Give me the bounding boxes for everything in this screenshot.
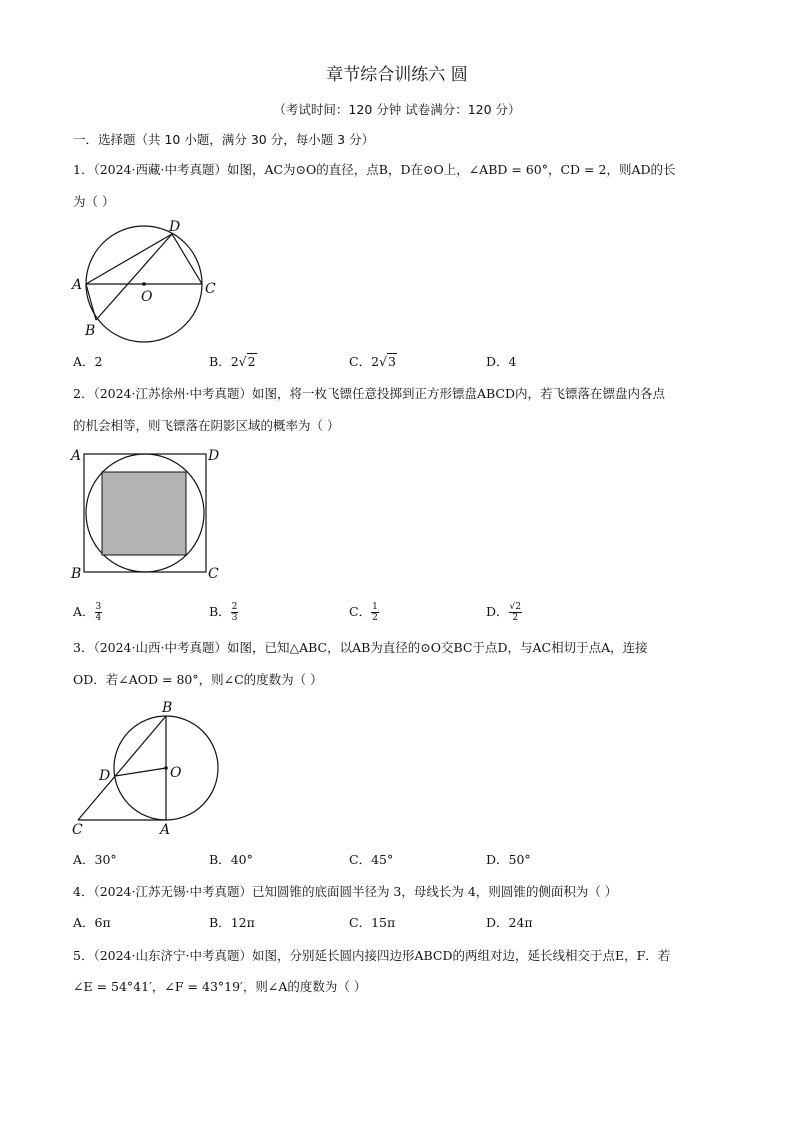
option-d[interactable]: D． $\frac{√2}{2}$ xyxy=(486,602,521,623)
label-d: D xyxy=(208,448,220,464)
option-b[interactable]: B．12π xyxy=(209,915,255,930)
center-point xyxy=(164,766,168,770)
question-3-figure xyxy=(68,696,238,838)
question-3-line-1: 3．（2024·山西·中考真题）如图，已知△ABC，以AB为直径的⊙O交BC于点D，与AC相切于点A，连接 xyxy=(73,640,648,655)
question-2-line-1: 2．（2024·江苏徐州·中考真题）如图，将一枚飞镖任意投掷到正方形镖盘ABCD内，若飞镖落在镖盘内各点 xyxy=(73,386,665,401)
option-b[interactable]: B．40° xyxy=(209,852,253,867)
question-5-line-1: 5．（2024·山东济宁·中考真题）如图，分别延长圆内接四边形ABCD的两组对边，延长线相交于点E，F．若 xyxy=(73,948,671,963)
option-a[interactable]: A．2 xyxy=(73,354,103,369)
label-c: C xyxy=(72,822,83,838)
label-b: B xyxy=(71,566,82,582)
label-d: D xyxy=(99,768,111,784)
label-b: B xyxy=(162,700,173,716)
label-o: O xyxy=(170,765,182,781)
segment-od xyxy=(115,768,166,776)
chord-dc xyxy=(172,234,202,284)
question-1-line-1: 1．（2024·西藏·中考真题）如图，AC为⊙O的直径，点B，D在⊙O上，∠ABD = 60°，CD = 2，则AD的长 xyxy=(73,162,676,177)
option-a[interactable]: A．30° xyxy=(73,852,117,867)
shaded-square xyxy=(102,472,186,555)
page-title: 章节综合训练六 圆 xyxy=(326,65,468,85)
question-4-line-1: 4．（2024·江苏无锡·中考真题）已知圆锥的底面圆半径为 3，母线长为 4，则圆锥的侧面积为（ ） xyxy=(73,884,618,899)
chord-ad xyxy=(86,234,172,284)
option-c[interactable]: C． $\frac{1}{2}$ xyxy=(349,602,378,623)
section-heading: 一．选择题（共 10 小题，满分 30 分，每小题 3 分） xyxy=(73,132,375,147)
option-a[interactable]: A． $\frac{3}{4}$ xyxy=(73,602,102,623)
option-d[interactable]: D．4 xyxy=(486,354,517,369)
question-5-line-2: ∠E = 54°41′，∠F = 43°19′，则∠A的度数为（ ） xyxy=(73,979,367,994)
question-2-line-2: 的机会相等，则飞镖落在阴影区域的概率为（ ） xyxy=(73,418,340,433)
label-a: A xyxy=(71,448,82,464)
option-d[interactable]: D．50° xyxy=(486,852,531,867)
label-a: A xyxy=(160,822,171,838)
question-3-options xyxy=(73,850,723,870)
label-d: D xyxy=(169,219,181,235)
label-a: A xyxy=(72,277,83,293)
line-bc xyxy=(78,716,166,820)
label-o: O xyxy=(141,289,153,305)
question-3-line-2: OD．若∠AOD = 80°，则∠C的度数为（ ） xyxy=(73,672,323,687)
option-c[interactable]: C．2√3 xyxy=(349,354,396,369)
label-c: C xyxy=(208,566,219,582)
question-2-figure xyxy=(68,444,228,584)
option-c[interactable]: C．45° xyxy=(349,852,394,867)
question-1-options xyxy=(73,352,723,372)
option-b[interactable]: B．2√2 xyxy=(209,354,256,369)
option-c[interactable]: C．15π xyxy=(349,915,396,930)
option-a[interactable]: A．6π xyxy=(73,915,111,930)
question-1-figure xyxy=(68,216,228,344)
question-2-options xyxy=(73,602,723,628)
chord-ab xyxy=(86,284,96,320)
label-c: C xyxy=(205,281,216,297)
page-subtitle: （考试时间：120 分钟 试卷满分：120 分） xyxy=(273,102,521,117)
question-1-line-2: 为（ ） xyxy=(73,194,115,209)
chord-bd xyxy=(96,234,172,320)
option-d[interactable]: D．24π xyxy=(486,915,533,930)
question-4-options xyxy=(73,913,723,933)
center-point xyxy=(142,282,146,286)
label-b: B xyxy=(85,323,96,339)
option-b[interactable]: B． $\frac{2}{3}$ xyxy=(209,602,238,623)
